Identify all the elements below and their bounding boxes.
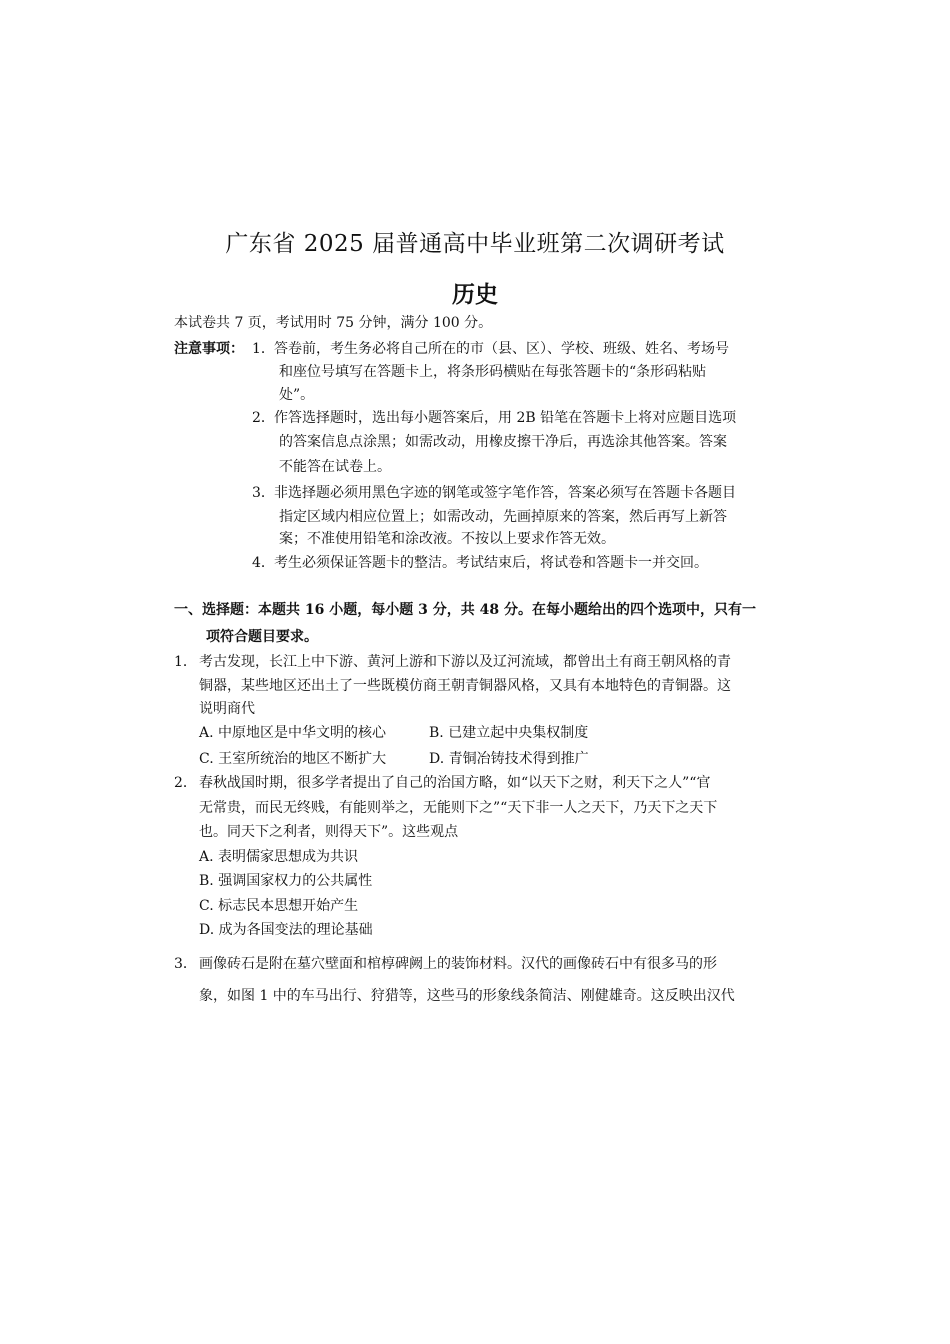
question-number: 3． xyxy=(174,956,197,972)
note-number: 4． xyxy=(252,555,275,571)
question-line: 考古发现，长江上中下游、黄河上游和下游以及辽河流域，都曾出土有商王朝风格的青 xyxy=(199,654,731,670)
note-line: 指定区域内相应位置上；如需改动，先画掉原来的答案，然后再写上新答 xyxy=(279,509,727,525)
note-line: 非选择题必须用黑色字迹的钢笔或签字笔作答，答案必须写在答题卡各题目 xyxy=(274,485,736,501)
section-heading: 一、选择题：本题共 16 小题，每小题 3 分，共 48 分。在每小题给出的四个选项中，只有一 xyxy=(174,602,756,618)
question-number: 2． xyxy=(174,775,197,791)
question-line: 无常贵，而民无终贱，有能则举之，无能则下之”“天下非一人之天下，乃天下之天下 xyxy=(199,800,718,816)
section-heading: 项符合题目要求。 xyxy=(206,629,318,645)
option-d: D. 青铜冶铸技术得到推广 xyxy=(429,751,589,767)
question-line: 象，如图 1 中的车马出行、狩猎等，这些马的形象线条简洁、刚健雄奇。这反映出汉代 xyxy=(199,988,735,1004)
note-number: 3． xyxy=(252,485,275,501)
note-line: 不能答在试卷上。 xyxy=(279,459,391,475)
question-line: 也。同天下之利者，则得天下”。这些观点 xyxy=(199,824,459,840)
notes-label: 注意事项： xyxy=(174,341,244,357)
note-number: 2． xyxy=(252,410,275,426)
option-c: C. 标志民本思想开始产生 xyxy=(199,898,359,914)
question-line: 铜器，某些地区还出土了一些既模仿商王朝青铜器风格，又具有本地特色的青铜器。这 xyxy=(199,678,731,694)
option-b: B. 强调国家权力的公共属性 xyxy=(199,873,373,889)
note-line: 答卷前，考生务必将自己所在的市（县、区）、学校、班级、姓名、考场号 xyxy=(274,341,729,357)
option-d: D. 成为各国变法的理论基础 xyxy=(199,922,373,938)
note-line: 处”。 xyxy=(279,387,315,403)
intro-text: 本试卷共 7 页，考试用时 75 分钟，满分 100 分。 xyxy=(174,315,493,331)
note-line: 考生必须保证答题卡的整洁。考试结束后，将试卷和答题卡一并交回。 xyxy=(274,555,708,571)
note-line: 和座位号填写在答题卡上，将条形码横贴在每张答题卡的“条形码粘贴 xyxy=(279,364,707,380)
note-line: 作答选择题时，选出每小题答案后，用 2B 铅笔在答题卡上将对应题目选项 xyxy=(274,410,737,426)
option-c: C. 王室所统治的地区不断扩大 xyxy=(199,751,387,767)
exam-title: 广东省 2025 届普通高中毕业班第二次调研考试 xyxy=(225,231,725,257)
question-line: 画像砖石是附在墓穴壁面和棺椁碑阙上的装饰材料。汉代的画像砖石中有很多马的形 xyxy=(199,956,717,972)
subject-title: 历史 xyxy=(452,281,498,308)
question-number: 1． xyxy=(174,654,197,670)
note-line: 案；不准使用铅笔和涂改液。不按以上要求作答无效。 xyxy=(279,531,615,547)
question-line: 说明商代 xyxy=(199,701,255,717)
option-b: B. 已建立起中央集权制度 xyxy=(429,725,589,741)
question-line: 春秋战国时期，很多学者提出了自己的治国方略，如“以天下之财，利天下之人”“官 xyxy=(199,775,711,791)
option-a: A. 表明儒家思想成为共识 xyxy=(199,849,359,865)
note-line: 的答案信息点涂黑；如需改动，用橡皮擦干净后，再选涂其他答案。答案 xyxy=(279,434,727,450)
note-number: 1． xyxy=(252,341,275,357)
option-a: A. 中原地区是中华文明的核心 xyxy=(199,725,387,741)
